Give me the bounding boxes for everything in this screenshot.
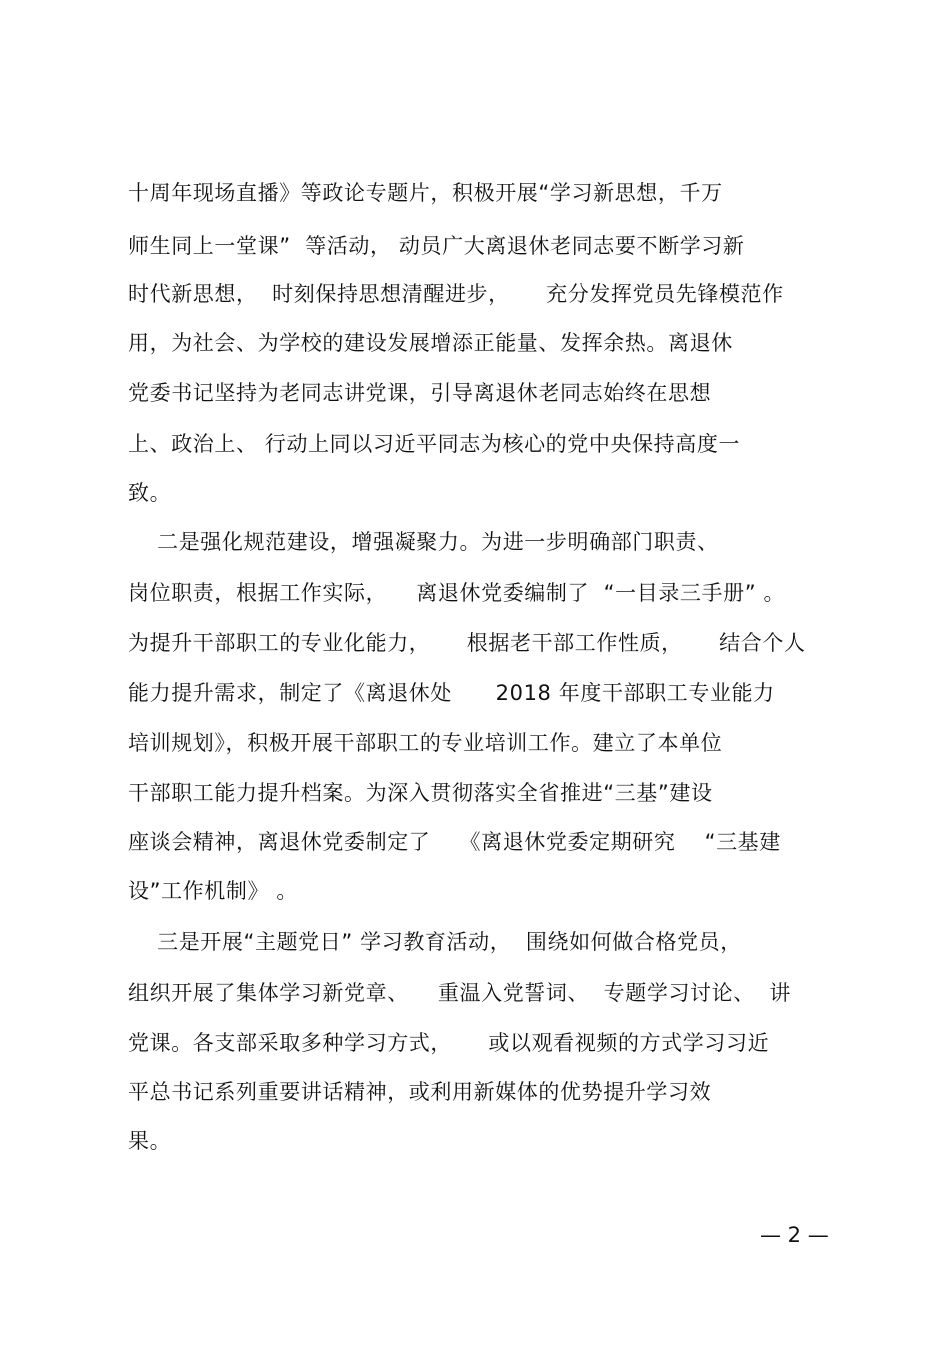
- body-text-line: 果。: [128, 1129, 172, 1153]
- body-text-line: 用，为社会、为学校的建设发展增添正能量、发挥余热。离退休: [128, 331, 733, 355]
- body-text-line: 致。: [128, 481, 172, 505]
- body-text-line: 岗位职责，根据工作实际， 离退休党委编制了 “一目录三手册” 。: [128, 581, 786, 605]
- body-text-line: 上、政治上、 行动上同以习近平同志为核心的党中央保持高度一: [128, 432, 741, 456]
- body-text-line: 党委书记坚持为老同志讲党课，引导离退休老同志始终在思想: [128, 381, 712, 405]
- body-text-line: 十周年现场直播》等政论专题片，积极开展“学习新思想，千万: [128, 181, 723, 205]
- body-text-line: 培训规划》，积极开展干部职工的专业培训工作。建立了本单位: [128, 731, 723, 755]
- body-text-line: 平总书记系列重要讲话精神，或利用新媒体的优势提升学习效: [128, 1080, 712, 1104]
- paragraph-start-line: 三是开展“主题党日” 学习教育活动， 围绕如何做合格党员，: [128, 930, 742, 954]
- body-text-line: 师生同上一堂课” 等活动， 动员广大离退休老同志要不断学习新: [128, 234, 745, 258]
- paragraph-start-line: 二是强化规范建设，增强凝聚力。为进一步明确部门职责、: [128, 530, 719, 554]
- body-text-line: 干部职工能力提升档案。为深入贯彻落实全省推进“三基”建设: [128, 781, 713, 805]
- body-text-line: 座谈会精神，离退休党委制定了 《离退休党委定期研究 “三基建: [128, 830, 781, 854]
- body-text-line: 时代新思想， 时刻保持思想清醒进步， 充分发挥党员先锋模范作: [128, 282, 784, 306]
- body-text-line: 党课。各支部采取多种学习方式， 或以观看视频的方式学习习近: [128, 1031, 770, 1055]
- page-number: — 2 —: [760, 1223, 829, 1247]
- body-text-line: 能力提升需求，制定了《离退休处 2018 年度干部职工专业能力: [128, 681, 775, 705]
- body-text-line: 设”工作机制》 。: [128, 879, 298, 903]
- body-text-line: 组织开展了集体学习新党章、 重温入党誓词、 专题学习讨论、 讲: [128, 981, 791, 1005]
- body-text-line: 为提升干部职工的专业化能力， 根据老干部工作性质， 结合个人: [128, 631, 806, 655]
